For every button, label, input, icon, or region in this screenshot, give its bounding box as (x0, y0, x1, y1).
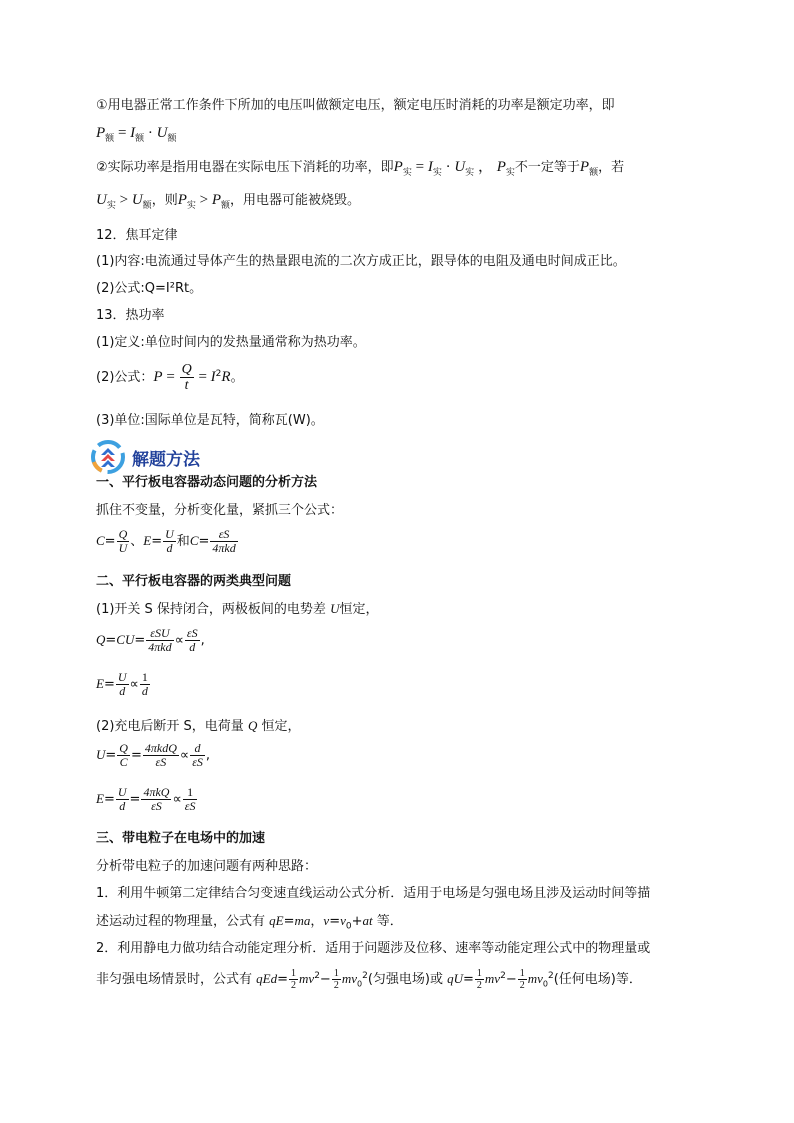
h2-case1-formula-q: Q=CU= $\frac{\text{εSU}}{\text{4πkd}}$ ∝ $\frac{\varepsilon S}{d}$ , (96, 626, 205, 654)
h3-method-1b: 述运动过程的物理量，公式有 qE=ma，$v=v_0+at$ 等． (96, 913, 403, 932)
h3-method-1a: 1．利用牛顿第二定律结合匀变速直线运动公式分析．适用于电场是匀强电场且涉及运动时间等描 (96, 886, 651, 901)
section-13-formula: (2)公式：P = $\frac{Q}{t}$ = $I^2R$。 (96, 362, 244, 393)
section-12-content: (1)内容:电流通过导体产生的热量跟电流的二次方成正比，跟导体的电阻及通电时间成正比。 (96, 254, 626, 269)
h3-title: 三、带电粒子在电场中的加速 (96, 831, 266, 846)
method-logo-icon (90, 439, 126, 475)
h3-text: 分析带电粒子的加速问题有两种思路： (96, 859, 318, 874)
method-heading (90, 438, 200, 476)
method-heading-text: 解题方法 (132, 449, 200, 470)
h2-case2-formula-u: U= $\frac{Q}{C}$ = $\frac{\text{4πkdQ}}{\varepsilon S}$ ∝ $\frac{d}{\varepsilon S}$ , (96, 741, 211, 769)
h2-case1-formula-e: E= $\frac{U}{d}$ ∝ $\frac{1}{d}$ (96, 670, 148, 698)
h3-method-2b: 非匀强电场情景时，公式有 qEd= $\frac{1}{2}$ $mv^2-$ $\frac{1}{2}$ $mv_0^2$(匀强电场)或 qU= $\frac{1}{2}$ $mv^2-$ $\frac{1}{2}$ $mv_0^2$(任何电场)等． (96, 968, 642, 991)
section-13-definition: (1)定义:单位时间内的发热量通常称为热功率。 (96, 335, 366, 350)
section-13-title: 13．热功率 (96, 308, 165, 323)
paragraph-actual: ②实际功率是指用电器在实际电压下消耗的功率，即$P_实 = I_实 \cdot U_实$ ， $P_实$不一定等于$P_额$，若 (96, 159, 625, 178)
h2-title: 二、平行板电容器的两类典型问题 (96, 574, 292, 589)
h1-title: 一、平行板电容器动态问题的分析方法 (96, 475, 318, 490)
h1-text: 抓住不变量，分析变化量，紧抓三个公式： (96, 503, 344, 518)
section-12-formula: (2)公式:Q=I²Rt。 (96, 281, 203, 296)
section-12-title: 12．焦耳定律 (96, 228, 178, 243)
section-13-unit: (3)单位:国际单位是瓦特，简称瓦(W)。 (96, 413, 324, 428)
h2-case1: (1)开关 S 保持闭合，两极板间的电势差 U恒定， (96, 601, 379, 617)
h2-case2: (2)充电后断开 S，电荷量 Q 恒定， (96, 718, 301, 734)
h1-formulas: C= $\frac{Q}{U}$ 、E= $\frac{U}{d}$ 和C= $\frac{\varepsilon S}{\text{4πkd}}$ (96, 527, 236, 555)
text: ①用电器正常工作条件下所加的电压叫做额定电压，额定电压时消耗的功率是额定功率，即 (96, 98, 615, 113)
paragraph-actual-2: $U_实 > U_额$，则$P_实 > P_额$，用电器可能被烧毁。 (96, 192, 361, 211)
h2-case2-formula-e: E= $\frac{U}{d}$ = $\frac{\text{4πkQ}}{\varepsilon S}$ ∝ $\frac{1}{\varepsilon S}$ (96, 785, 196, 813)
h3-method-2a: 2．利用静电力做功结合动能定理分析．适用于问题涉及位移、速率等动能定理公式中的物理量或 (96, 941, 651, 956)
paragraph-rated (96, 97, 702, 115)
formula-rated-power: $P_额 = I_额 \cdot U_额$ (96, 125, 177, 144)
